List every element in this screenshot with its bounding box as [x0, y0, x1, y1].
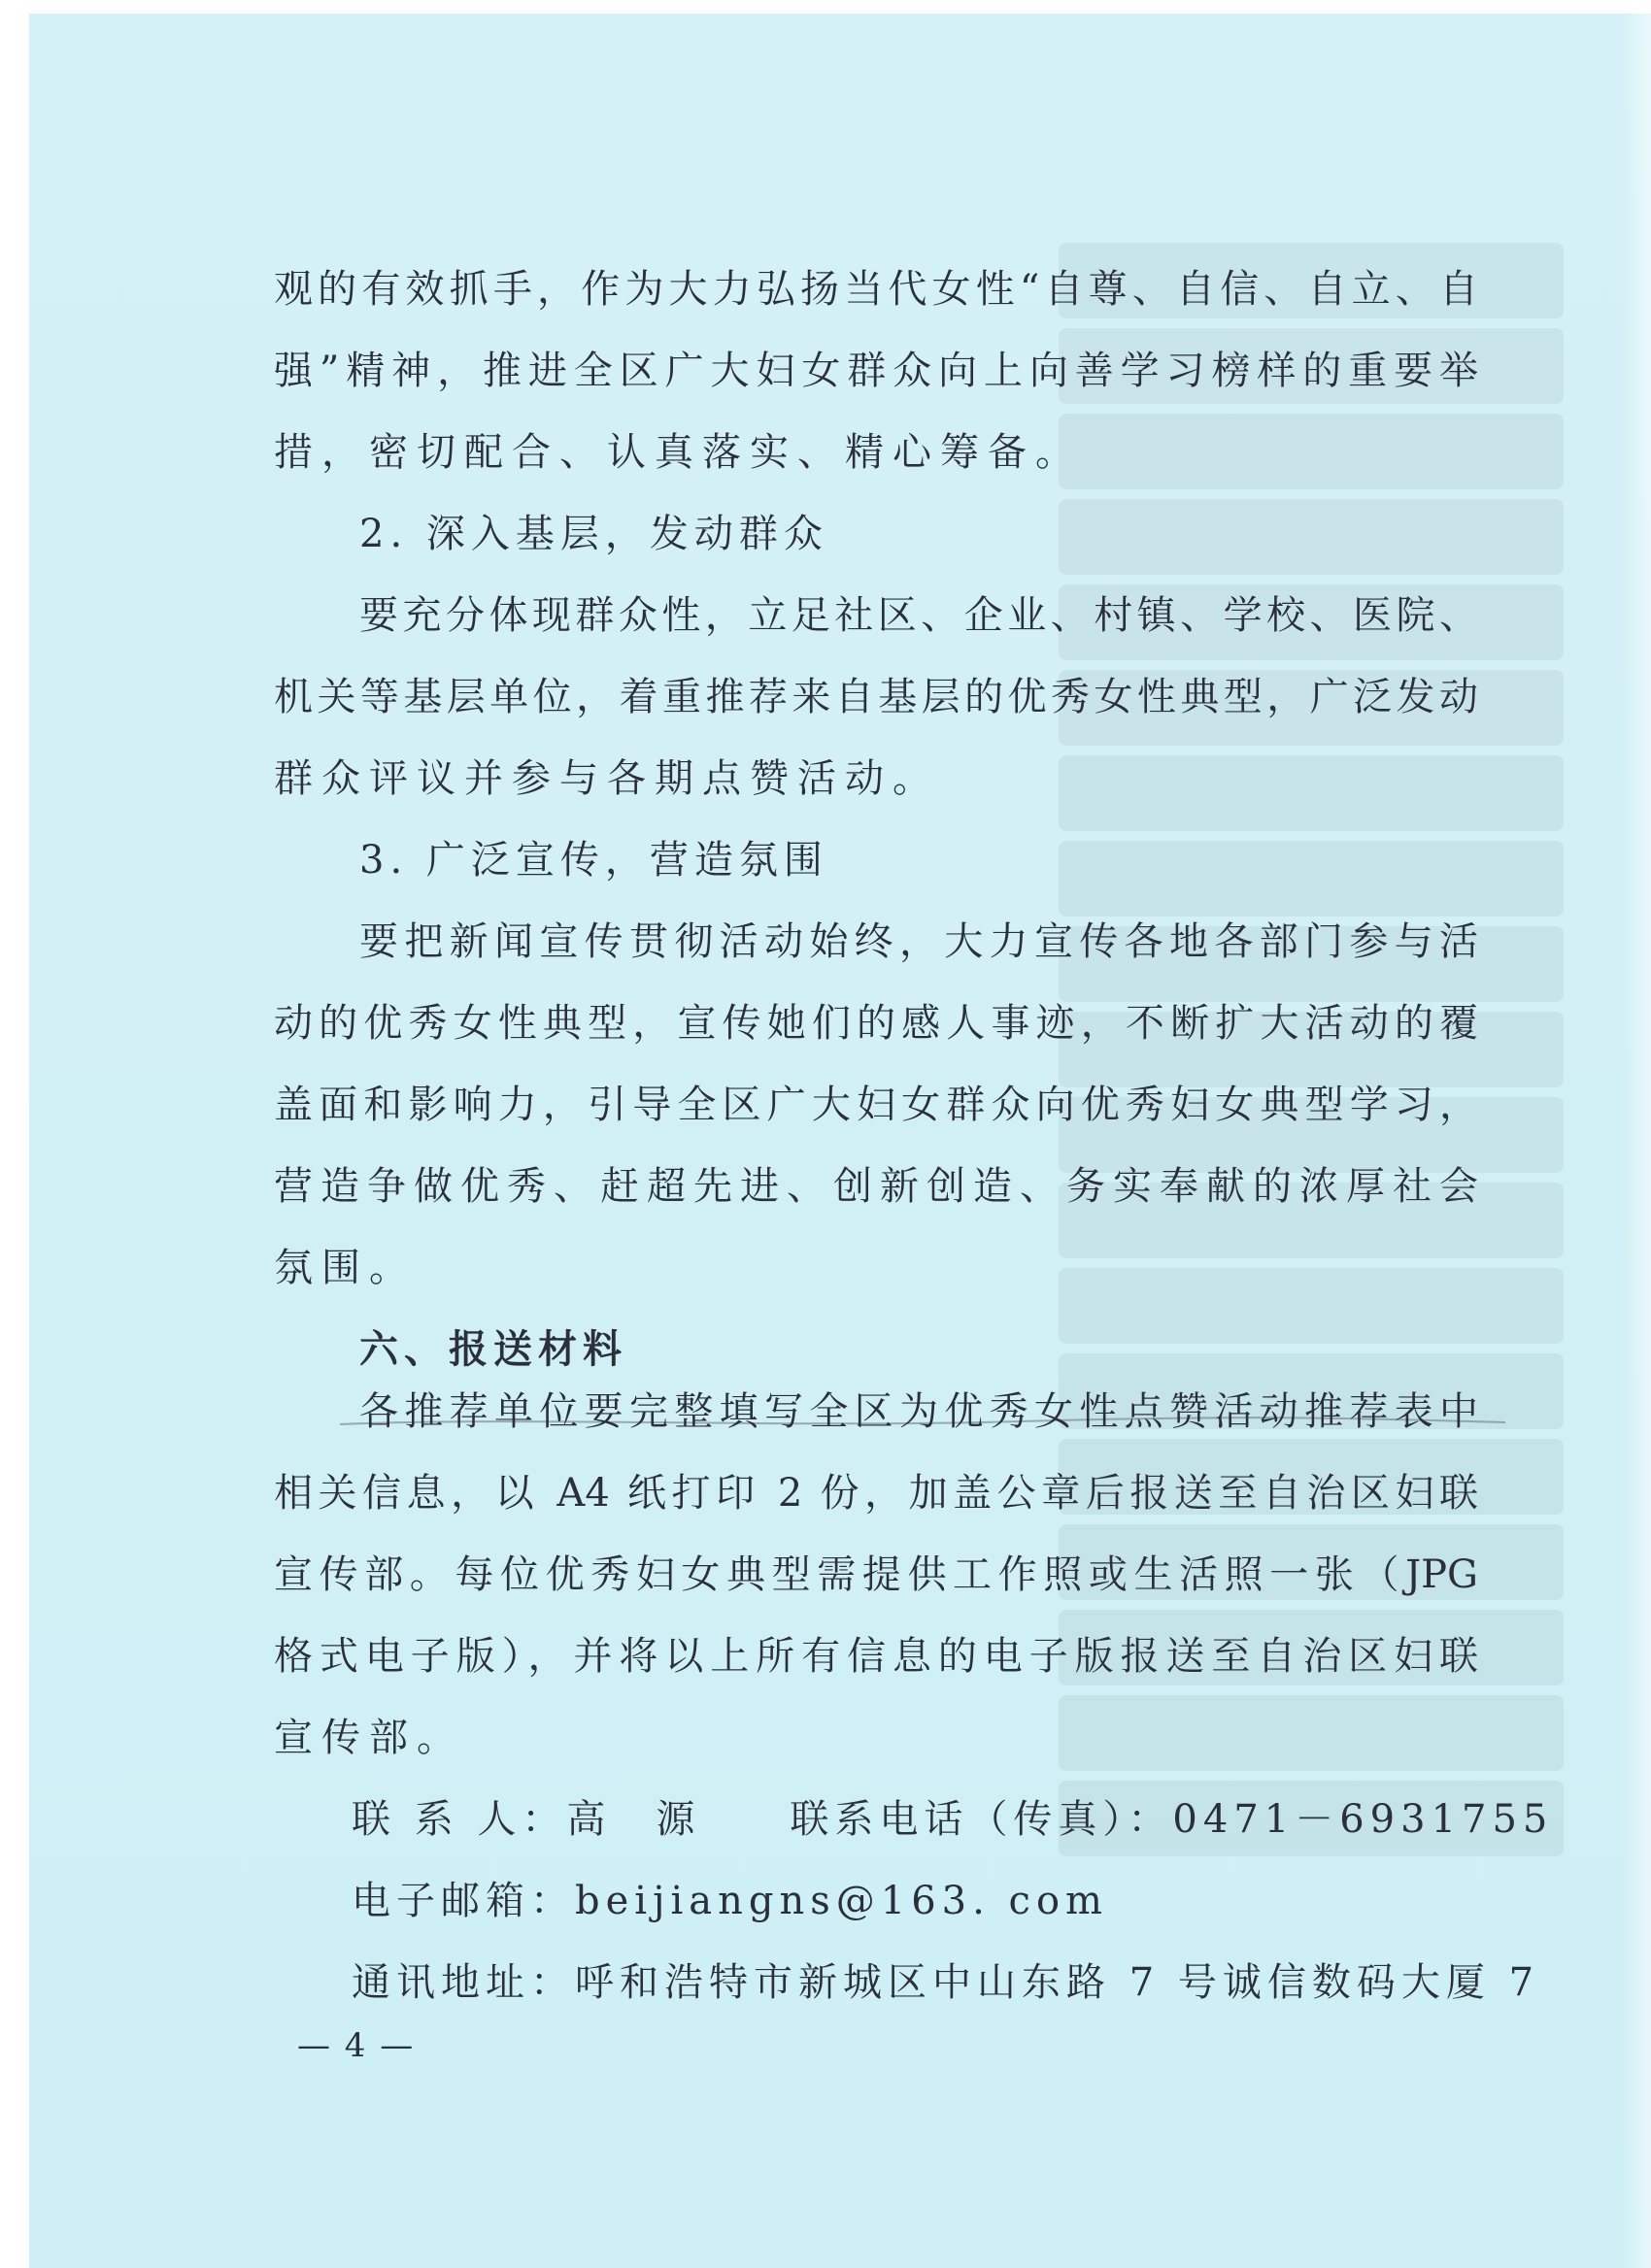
subheading-3: 3. 广泛宣传，营造氛围 [359, 838, 828, 883]
paragraph-line: 相关信息，以 A4 纸打印 2 份，加盖公章后报送至自治区妇联 [274, 1471, 1478, 1516]
paragraph-line: 氛围。 [274, 1246, 417, 1290]
paragraph-line: 要充分体现群众性，立足社区、企业、村镇、学校、医院、 [359, 593, 1478, 638]
paragraph-line: 要把新闻宣传贯彻活动始终，大力宣传各地各部门参与活 [359, 919, 1478, 964]
paragraph-line: 措，密切配合、认真落实、精心筹备。 [274, 430, 1083, 475]
paragraph-line: 宣传部。每位优秀妇女典型需提供工作照或生活照一张（JPG [274, 1552, 1478, 1597]
paragraph-line: 观的有效抓手，作为大力弘扬当代女性“自尊、自信、自立、自 [274, 267, 1478, 312]
paragraph-line: 机关等基层单位，着重推荐来自基层的优秀女性典型，广泛发动 [274, 675, 1478, 719]
paragraph-line: 盖面和影响力，引导全区广大妇女群众向优秀妇女典型学习， [274, 1083, 1478, 1127]
paragraph-line: 强”精神，推进全区广大妇女群众向上向善学习榜样的重要举 [274, 349, 1478, 393]
paragraph-line: 群众评议并参与各期点赞活动。 [274, 756, 940, 801]
paragraph-line: 动的优秀女性典型，宣传她们的感人事迹，不断扩大活动的覆 [274, 1001, 1478, 1046]
page-number: — 4 — [297, 2026, 416, 2065]
contact-person: 联 系 人：高 源 联系电话（传真）：0471－6931755 [352, 1797, 1554, 1842]
contact-address: 通讯地址：呼和浩特市新城区中山东路 7 号诚信数码大厦 7 [352, 1960, 1540, 2005]
section-heading-6: 六、报送材料 [359, 1326, 627, 1372]
paragraph-line: 营造争做优秀、赶超先进、创新创造、务实奉献的浓厚社会 [274, 1164, 1478, 1209]
paragraph-line: 格式电子版），并将以上所有信息的电子版报送至自治区妇联 [274, 1634, 1478, 1679]
contact-email: 电子邮箱：beijiangns@163. com [352, 1879, 1108, 1923]
paragraph-line: 宣传部。 [274, 1716, 464, 1760]
paragraph-line: 各推荐单位要完整填写全区为优秀女性点赞活动推荐表中 [359, 1389, 1478, 1434]
subheading-2: 2. 深入基层，发动群众 [359, 512, 828, 556]
